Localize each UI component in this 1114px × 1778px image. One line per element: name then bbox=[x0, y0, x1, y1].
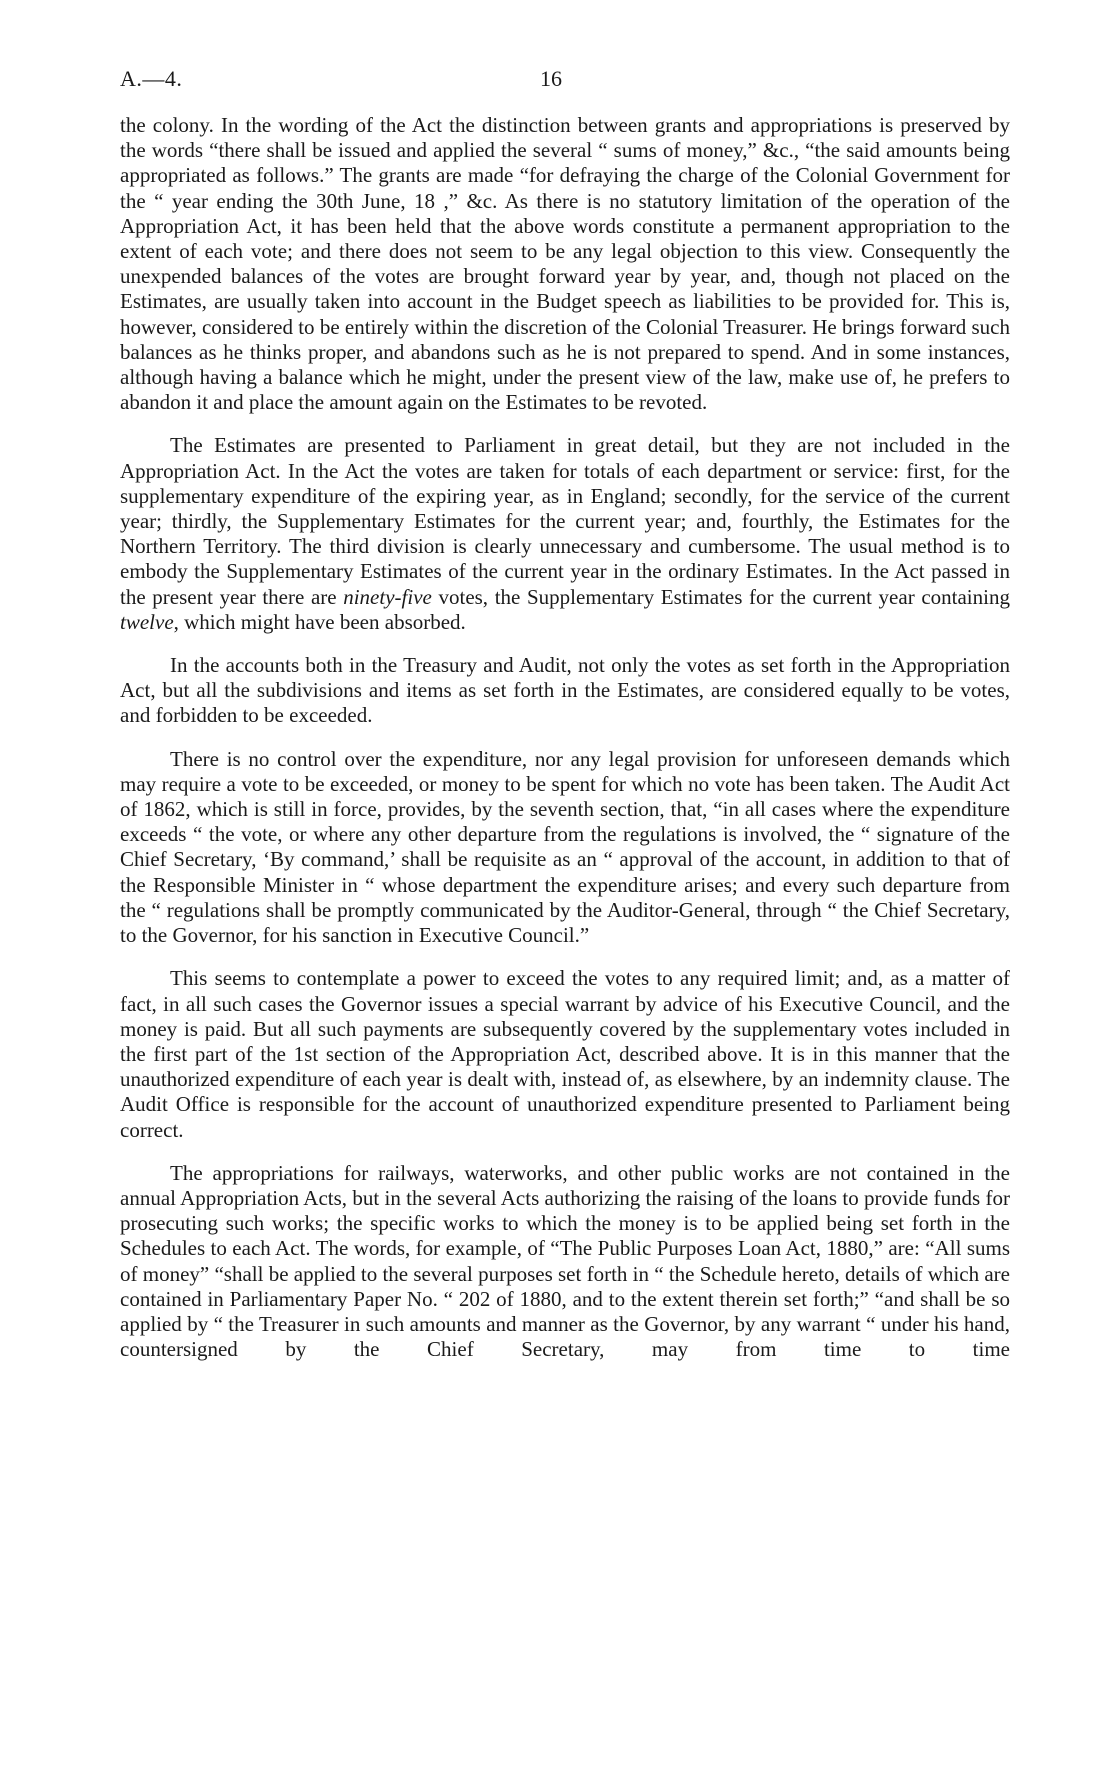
text-segment: The appropriations for railways, waterworks, and other public works are not contained in the annual Appropriation Acts, but in the several Acts authorizing the raising of the loans to provide funds for prosecuting such works; the specific works to which the money is to be applied being set forth in the Schedules to each Act. The words, for example, of “The Public Purposes Loan Act, 1880,” are: “All sums of money” “shall be applied to the several purposes set forth in “ the Schedule hereto, details of which are contained in Parliamentary Paper No. “ 202 of 1880, and to the extent therein set forth;” “and shall be so applied by “ the Treasurer in such amounts and manner as the Governor, by any warrant “ under his hand, countersigned by the Chief Secretary, may from time to time bbox=[120, 1160, 1010, 1362]
paragraph-treasury-audit bbox=[120, 653, 1010, 729]
text-segment: There is no control over the expenditure, nor any legal provision for unforeseen demands which may require a vote to be exceeded, or money to be spent for which no vote has been taken. The Audit Act of 1862, which is still in force, provides, by the seventh section, that, “in all cases where the expenditure exceeds “ the vote, or where any other departure from the regulations is involved, the “ signature of the Chief Secretary, ‘By command,’ shall be requisite as an “ approval of the account, in addition to that of the Responsible Minister in “ whose department the expenditure arises; and every such departure from the “ regulations shall be promptly communicated by the Auditor-General, through “ the Chief Secretary, to the Governor, for his sanction in Executive Council.” bbox=[120, 746, 1010, 948]
text-segment: , which might have been absorbed. bbox=[173, 609, 466, 634]
body-text bbox=[120, 113, 1010, 1362]
paragraph-public-works bbox=[120, 1161, 1010, 1363]
paragraph-colony-appropriation bbox=[120, 113, 1010, 415]
paragraph-no-control bbox=[120, 747, 1010, 949]
page-number: 16 bbox=[540, 66, 562, 91]
text-segment: The Estimates are presented to Parliament in great detail, but they are not included in the Appropriation Act. In the Act the votes are taken for totals of each department or service: first, for the supplementary expenditure of the expiring year, as in England; secondly, for the service of the current year; thirdly, the Supplementary Estimates for the current year; and, fourthly, the Estimates for the Northern Territory. The third division is clearly unnecessary and cumbersome. The usual method is to embody the Supplementary Estimates of the current year in the ordinary Estimates. In the Act passed in the present year there are bbox=[120, 433, 1010, 609]
text-segment: the colony. In the wording of the Act the distinction between grants and appropriations is preserved by the words “there shall be issued and applied the several “ sums of money,” &c., “the said amounts being appropriated as follows.” The grants are made “for defraying the charge of the Colonial Government for the “ year ending the 30th June, 18 ,” &c. As there is no statutory limitation of the operation of the Appropriation Act, it has been held that the above words constitute a permanent appropriation to the extent of each vote; and there does not seem to be any legal objection to this view. Consequently the unexpended balances of the votes are brought forward year by year, and, though not placed on the Estimates, are usually taken into account in the Budget speech as liabilities to be provided for. This is, however, considered to be entirely within the discretion of the Colonial Treasurer. He brings forward such balances as he thinks proper, and abandons such as he is not prepared to spend. And in some instances, although having a balance which he might, under the present view of the law, make use of, he prefers to abandon it and place the amount again on the Estimates to be revoted. bbox=[120, 113, 1010, 415]
text-segment: This seems to contemplate a power to exceed the votes to any required limit; and, as a matter of fact, in all such cases the Governor issues a special warrant by advice of his Executive Council, and the money is paid. But all such payments are subsequently covered by the supplementary votes included in the first part of the 1st section of the Appropriation Act, described above. It is in this manner that the unauthorized expenditure of each year is dealt with, instead of, as elsewhere, by an indemnity clause. The Audit Office is responsible for the account of unauthorized expenditure presented to Parliament being correct. bbox=[120, 966, 1010, 1142]
document-reference: A.—4. bbox=[120, 66, 183, 91]
italic-text: ninety-five bbox=[343, 584, 432, 609]
text-segment: votes, the Supplementary Estimates for the current year containing bbox=[431, 584, 1010, 609]
italic-text: twelve bbox=[120, 609, 174, 634]
paragraph-estimates-presented bbox=[120, 433, 1010, 635]
paragraph-power-to-exceed bbox=[120, 966, 1010, 1142]
text-segment: In the accounts both in the Treasury and Audit, not only the votes as set forth in the Appropriation Act, but all the subdivisions and items as set forth in the Estimates, are considered equally to be votes, and forbidden to be exceeded. bbox=[120, 653, 1010, 728]
page-header bbox=[120, 66, 1010, 96]
